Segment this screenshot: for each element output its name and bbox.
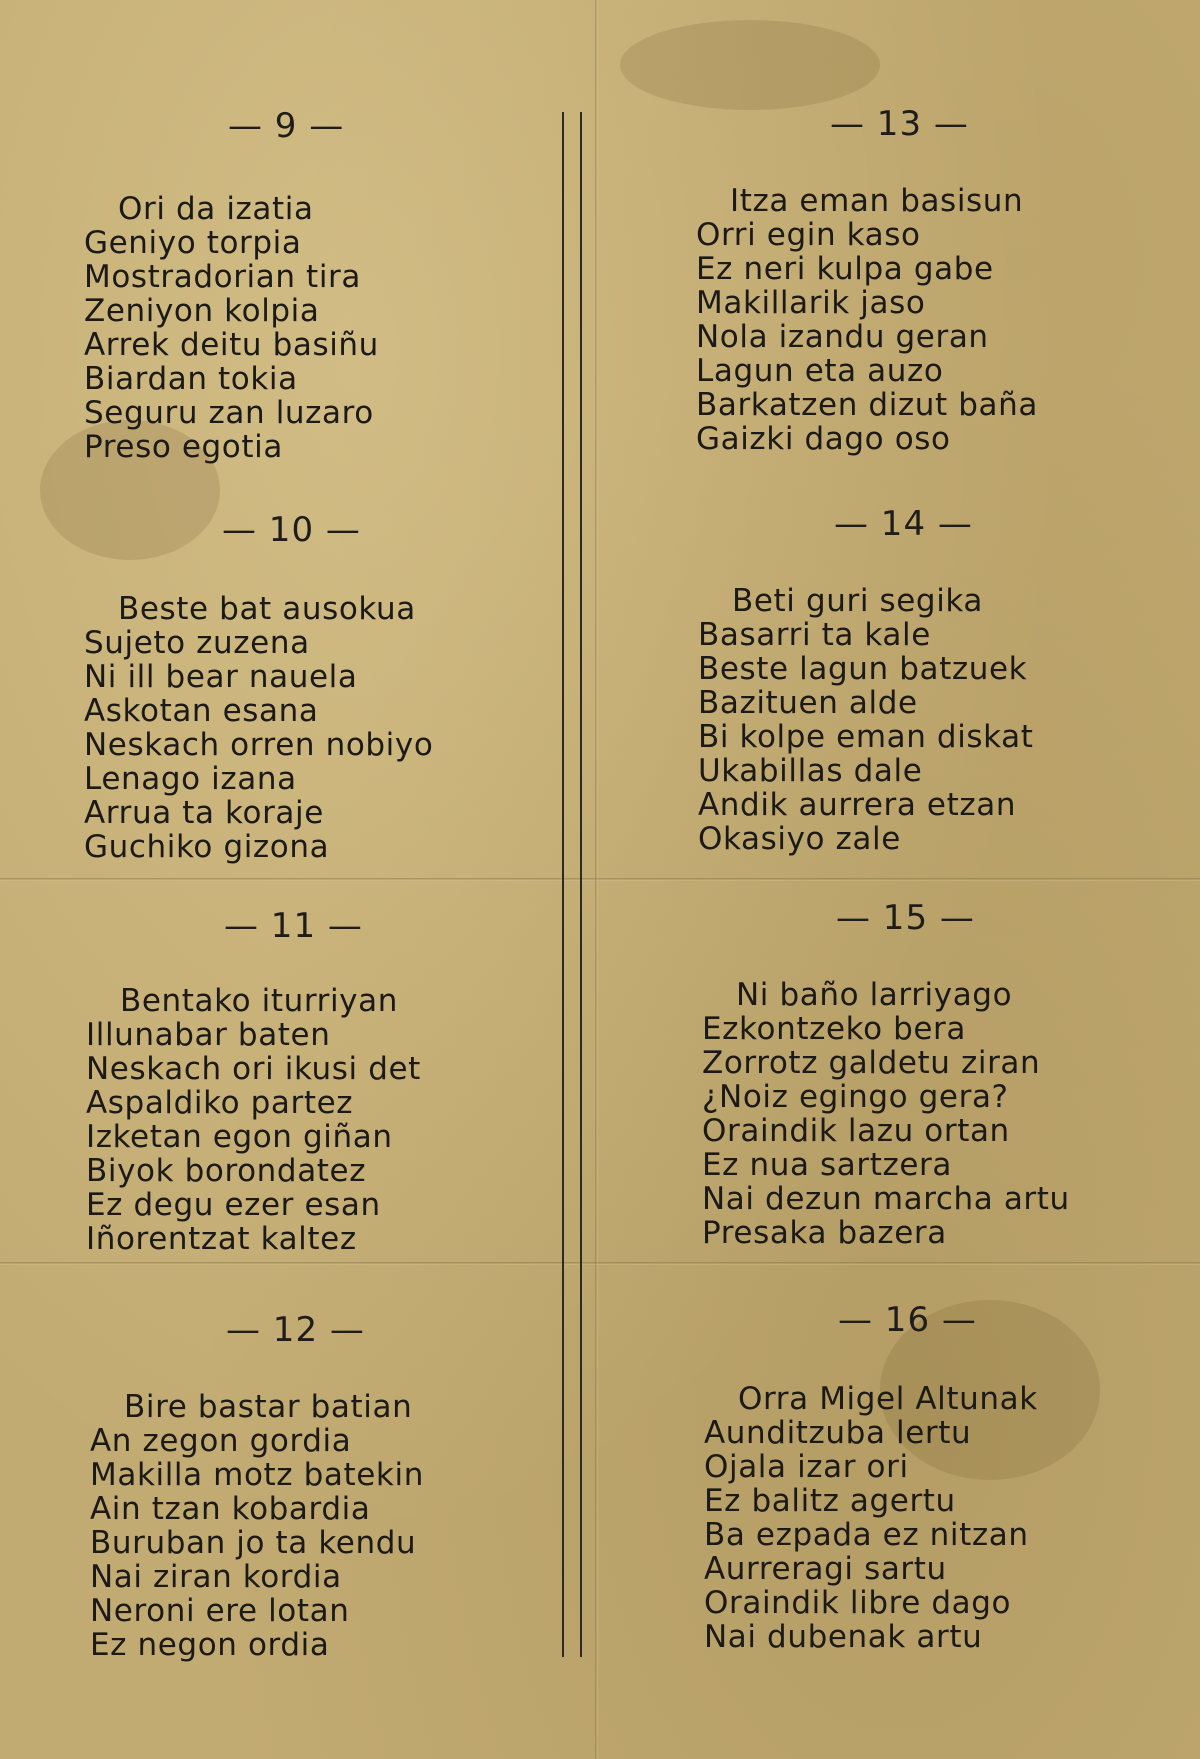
verse-line: Itza eman basisun	[730, 183, 1024, 219]
stanza-number: — 10 —	[222, 510, 361, 550]
verse-line: Neroni ere lotan	[90, 1593, 350, 1629]
stanza-11	[86, 984, 421, 1256]
verse-line: Nai dezun marcha artu	[702, 1181, 1070, 1217]
verse-line: Bazituen alde	[698, 685, 918, 721]
verse-line: Aunditzuba lertu	[704, 1415, 972, 1451]
verse-line: Ez degu ezer esan	[86, 1187, 381, 1223]
stanza-number: — 13 —	[830, 104, 969, 144]
stanza-16	[704, 1382, 1038, 1654]
stanza-9	[84, 192, 379, 464]
stanza-15	[702, 978, 1070, 1250]
stanza-number: — 15 —	[836, 898, 975, 938]
stanza-number: — 11 —	[224, 906, 363, 946]
verse-line: Presaka bazera	[702, 1215, 947, 1251]
verse-line: Basarri ta kale	[698, 617, 931, 653]
verse-line: Orra Migel Altunak	[738, 1381, 1038, 1417]
stanza-10	[84, 592, 433, 864]
verse-line: Buruban jo ta kendu	[90, 1525, 417, 1561]
verse-line: Zeniyon kolpia	[84, 293, 320, 329]
verse-line: Aspaldiko partez	[86, 1085, 354, 1121]
verse-line: Nai ziran kordia	[90, 1559, 342, 1595]
verse-line: Beste lagun batzuek	[698, 651, 1028, 687]
verse-line: Ori da izatia	[118, 191, 314, 227]
verse-line: Ukabillas dale	[698, 753, 923, 789]
verse-line: Arrua ta koraje	[84, 795, 324, 831]
verse-line: Ain tzan kobardia	[90, 1491, 371, 1527]
verse-line: Orri egin kaso	[696, 217, 921, 253]
verse-line: Seguru zan luzaro	[84, 395, 374, 431]
stanza-number: — 14 —	[834, 504, 973, 544]
verse-line: Guchiko gizona	[84, 829, 330, 865]
verse-line: Bire bastar batian	[124, 1389, 413, 1425]
verse-line: Ez negon ordia	[90, 1627, 330, 1663]
verse-line: Nola izandu geran	[696, 319, 989, 355]
stanza-12	[90, 1390, 424, 1662]
verse-line: Oraindik libre dago	[704, 1585, 1012, 1621]
stanza-14	[698, 584, 1034, 856]
verse-line: Ni baño larriyago	[736, 977, 1013, 1013]
verse-line: Sujeto zuzena	[84, 625, 310, 661]
verse-line: Ezkontzeko bera	[702, 1011, 966, 1047]
center-rule-right	[580, 112, 582, 1657]
stanza-number: — 16 —	[838, 1300, 977, 1340]
verse-line: Neskach orren nobiyo	[84, 727, 434, 763]
verse-line: Arrek deitu basiñu	[84, 327, 379, 363]
verse-line: Andik aurrera etzan	[698, 787, 1017, 823]
fold-crease-horizontal	[0, 878, 1200, 881]
verse-line: Iñorentzat kaltez	[86, 1221, 357, 1257]
verse-line: Beste bat ausokua	[118, 591, 416, 627]
stanza-number: — 12 —	[226, 1310, 365, 1350]
verse-line: Gaizki dago oso	[696, 421, 951, 457]
verse-line: Illunabar baten	[86, 1017, 331, 1053]
verse-line: ¿Noiz egingo gera?	[702, 1079, 1009, 1115]
verse-line: Geniyo torpia	[84, 225, 302, 261]
verse-line: Makillarik jaso	[696, 285, 926, 321]
verse-line: Biyok borondatez	[86, 1153, 367, 1189]
verse-line: Biardan tokia	[84, 361, 298, 397]
verse-line: Lenago izana	[84, 761, 297, 797]
verse-line: Okasiyo zale	[698, 821, 901, 857]
verse-line: Zorrotz galdetu ziran	[702, 1045, 1041, 1081]
verse-line: Preso egotia	[84, 429, 283, 465]
verse-line: Nai dubenak artu	[704, 1619, 983, 1655]
verse-line: Ez neri kulpa gabe	[696, 251, 994, 287]
verse-line: Barkatzen dizut baña	[696, 387, 1038, 423]
verse-line: Ojala izar ori	[704, 1449, 909, 1485]
verse-line: Aurreragi sartu	[704, 1551, 947, 1587]
verse-line: Ni ill bear nauela	[84, 659, 358, 695]
verse-line: Askotan esana	[84, 693, 319, 729]
verse-line: Lagun eta auzo	[696, 353, 944, 389]
verse-line: Neskach ori ikusi det	[86, 1051, 421, 1087]
verse-line: Izketan egon giñan	[86, 1119, 393, 1155]
paper-stain	[620, 20, 880, 110]
stanza-number: — 9 —	[228, 106, 345, 146]
verse-line: Beti guri segika	[732, 583, 984, 619]
verse-line: Makilla motz batekin	[90, 1457, 424, 1493]
verse-line: Mostradorian tira	[84, 259, 361, 295]
verse-line: Ba ezpada ez nitzan	[704, 1517, 1029, 1553]
fold-crease-horizontal	[0, 1262, 1200, 1265]
verse-line: Bentako iturriyan	[120, 983, 398, 1019]
verse-line: Ez balitz agertu	[704, 1483, 956, 1519]
stanza-13	[696, 184, 1038, 456]
verse-line: An zegon gordia	[90, 1423, 352, 1459]
verse-line: Ez nua sartzera	[702, 1147, 952, 1183]
fold-crease-vertical	[595, 0, 598, 1759]
center-rule-left	[562, 112, 564, 1657]
verse-line: Oraindik lazu ortan	[702, 1113, 1010, 1149]
verse-line: Bi kolpe eman diskat	[698, 719, 1034, 755]
